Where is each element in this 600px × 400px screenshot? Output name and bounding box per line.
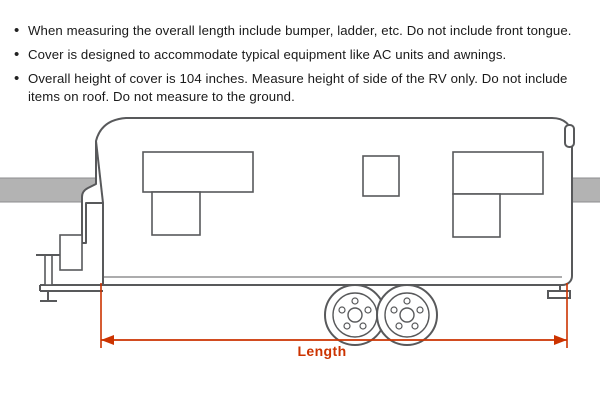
bullet-icon: • — [14, 70, 20, 87]
note-item — [14, 70, 586, 106]
note-item — [14, 22, 586, 40]
hitch-assembly — [36, 235, 103, 301]
note-text: When measuring the overall length include bumper, ladder, etc. Do not include front tongue. — [28, 23, 572, 38]
note-text: Overall height of cover is 104 inches. Measure height of side of the RV only. Do not include items on roof. Do not measure to the ground. — [28, 71, 568, 104]
note-item — [14, 46, 586, 64]
instruction-notes — [14, 22, 586, 112]
note-text: Cover is designed to accommodate typical equipment like AC units and awnings. — [28, 47, 507, 62]
length-label-text: Length — [297, 343, 347, 359]
trailer-diagram — [0, 105, 600, 400]
length-label — [0, 343, 600, 359]
bullet-icon: • — [14, 46, 20, 63]
bullet-icon: • — [14, 22, 20, 39]
wheel-rear — [377, 285, 437, 345]
